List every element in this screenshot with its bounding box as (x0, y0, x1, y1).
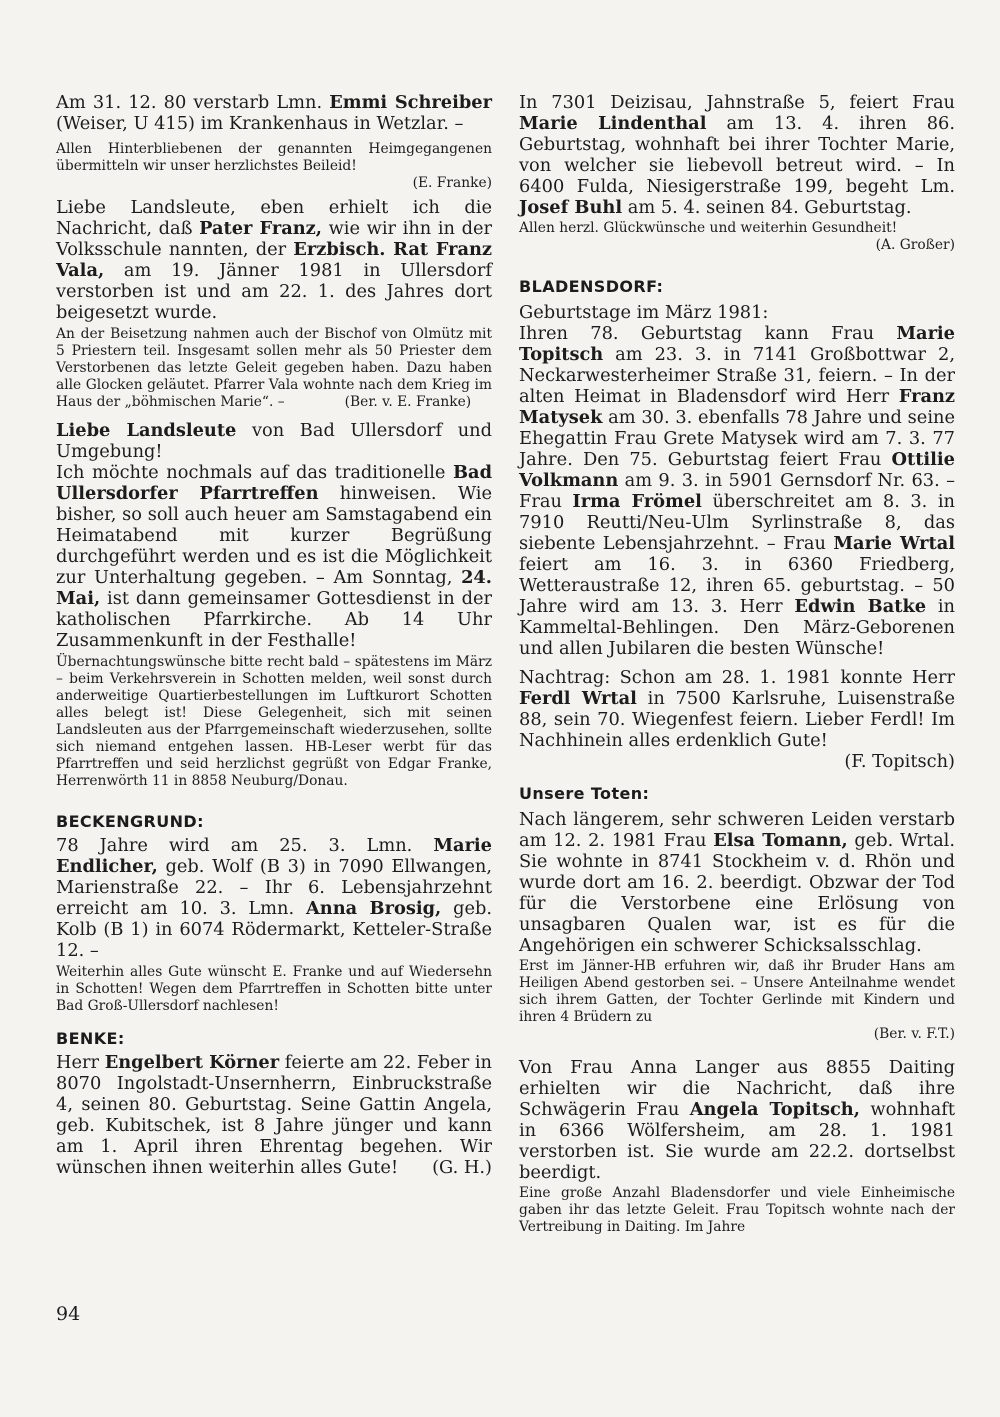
signature: (Ber. v. E. Franke) (344, 394, 472, 410)
bladensdorf-birthdays: Ihren 78. Geburtstag kann Frau Marie Topitsch am 23. 3. in 7141 Großbottwar 2, Neckarwesterheimer Straße 31, feiern. – In der alten Heimat in Bladensdorf wird Herr Franz Matysek am 30. 3. ebenfalls 78 Jahre und seine Ehegattin Frau Grete Matysek wird am 7. 3. 77 Jahre. Den 75. Geburtstag feiert Frau Ottilie Volkmann am 9. 3. in 5901 Gernsdorf Nr. 63. – Frau Irma Frömel überschreitet am 8. 3. in 7910 Reutti/Neu-Ulm Syrlinstraße 8, das siebente Lebensjahrzehnt. – Frau Marie Wrtal feiert am 16. 3. in 6360 Friedberg, Wetteraustraße 12, ihren 65. geburtstag. – 50 Jahre wird am 13. 3. Herr Edwin Batke in Kammeltal-Behlingen. Den März-Geborenen und allen Jubilaren die besten Wünsche! (519, 323, 955, 659)
condolence-note: Allen Hinterbliebenen der genannten Heimgegangenen übermitteln wir unser herzlichstes Beileid! (56, 141, 492, 174)
obituary-tomann: Nach längerem, sehr schweren Leiden verstarb am 12. 2. 1981 Frau Elsa Tomann, geb. Wrtal. Sie wohnte in 8741 Stockheim v. d. Rhön und wurde dort am 16. 2. beerdigt. Obzwar der Tod für die Verstorbene eine Erlösung von unsagbaren Qualen war, ist es für die Angehörigen ein schwerer Schicksalsschlag. (519, 809, 956, 956)
section-heading-benke: BENKE: (56, 1029, 125, 1048)
bladensdorf-intro: Geburtstage im März 1981: (519, 302, 769, 323)
signature: (Ber. v. F.T.) (873, 1026, 955, 1042)
tomann-note: Erst im Jänner-HB erfuhren wir, daß ihr Bruder Hans am Heiligen Abend gestorben sei. – Unsere Anteilnahme wendet sich ihrem Gatten, der Tochter Gerlinde mit Kindern und ihren 4 Brüdern zu (519, 958, 955, 1025)
beckengrund-note: Weiterhin alles Gute wünscht E. Franke und auf Wiedersehn in Schotten! Wegen dem Pfarrtreffen in Schotten bitte unter Bad Groß-Ullersdorf nachlesen! (56, 964, 492, 1014)
left-column (56, 92, 492, 1178)
obituary-vala: Liebe Landsleute, eben erhielt ich die Nachricht, daß Pater Franz, wie wir ihn in der Volksschule nannten, der Erzbisch. Rat Franz Vala, am 19. Jänner 1981 in Ullersdorf verstorben ist und am 22. 1. des Jahres dort beigesetzt wurde. (56, 197, 492, 323)
nachtrag-text: Nachtrag: Schon am 28. 1. 1981 konnte Herr Ferdl Wrtal in 7500 Karlsruhe, Luisenstraße 88, sein 70. Wiegenfest feiern. Lieber Ferdl! Im Nachhinein alles erdenklich Gute! (519, 667, 955, 751)
signature: (F. Topitsch) (844, 751, 955, 772)
section-heading-beckengrund: BECKENGRUND: (56, 812, 204, 831)
signature: (G. H.) (432, 1157, 492, 1178)
benke-text: Herr Engelbert Körner feierte am 22. Feber in 8070 Ingolstadt-Unsernherrn, Einbruckstraße 4, seinen 80. Geburtstag. Seine Gattin Angela, geb. Kubitschek, ist 8 Jahre jünger und kann am 1. April ihren Ehrentag begehen. Wir wünschen ihnen weiterhin alles Gute! (G. H.) (56, 1052, 493, 1178)
topitsch-note: Eine große Anzahl Bladensdorfer und viele Einheimische gaben ihr das letzte Geleit. Frau Topitsch wohnte nach der Vertreibung in Daiting. Im Jahre (519, 1185, 955, 1235)
pfarrtreffen-announcement: Liebe Landsleute von Bad Ullersdorf und Umgebung! Ich möchte nochmals auf das traditionelle Bad Ullersdorfer Pfarrtreffen hinweisen. Wie bisher, so soll auch heuer am Samstagabend ein Heimatabend mit kurzer Begrüßung durchgeführt werden und es ist die Möglichkeit zur Unterhaltung gegeben. – Am Sonntag, 24. Mai, ist dann gemeinsamer Gottesdienst in der katholischen Pfarrkirche. Ab 14 Uhr Zusammenkunft in der Festhalle! (56, 420, 492, 651)
section-heading-unsere-toten: Unsere Toten: (519, 784, 650, 803)
signature: (E. Franke) (412, 175, 492, 191)
pfarrtreffen-note: Übernachtungswünsche bitte recht bald – spätestens im März – beim Verkehrsverein in Schotten melden, weil sonst durch anderweitige Quartierbestellungen im Luftkurort Schotten alles belegt ist! Diese Gelegenheit, sich mit seinen Landsleuten aus der Pfarrgemeinschaft wiederzusehen, sollte sich niemand entgehen lassen. HB-Leser werbt für das Pfarrtreffen und seid herzlichst gegrüßt von Edgar Franke, Herrenwörth 11 in 8858 Neuburg/Donau. (56, 654, 492, 789)
funeral-note: An der Beisetzung nahmen auch der Bischof von Olmütz mit 5 Priestern teil. Insgesamt sollen mehr als 50 Priester dem Verstorbenen das letzte Geleit gegeben haben. Dazu haben alle Glocken geläutet. Pfarrer Vala wohnte nach dem Krieg im Haus der „böhmischen Marie“. – (Ber. v. E. Franke) (56, 326, 492, 410)
section-heading-bladensdorf: BLADENSDORF: (519, 277, 664, 296)
birthday-lindenthal: In 7301 Deizisau, Jahnstraße 5, feiert Frau Marie Lindenthal am 13. 4. ihren 86. Geburtstag, wohnhaft bei ihrer Tochter Marie, von welcher sie liebevoll betreut wird. – In 6400 Fulda, Niesigerstraße 199, begeht Lm. Josef Buhl am 5. 4. seinen 84. Geburtstag. (519, 92, 956, 218)
obituary-schreiber: Am 31. 12. 80 verstarb Lmn. Emmi Schreiber (Weiser, U 415) im Krankenhaus in Wetzlar. – (56, 92, 492, 134)
right-column (519, 92, 955, 1236)
obituary-topitsch: Von Frau Anna Langer aus 8855 Daiting erhielten wir die Nachricht, daß ihre Schwägerin Frau Angela Topitsch, wohnhaft in 6366 Wölfersheim, am 28. 1. 1981 verstorben ist. Sie wurde am 22.2. dortselbst beerdigt. (519, 1057, 955, 1183)
signature: (A. Großer) (875, 237, 955, 253)
page-number: 94 (56, 1303, 81, 1325)
beckengrund-text: 78 Jahre wird am 25. 3. Lmn. Marie Endlicher, geb. Wolf (B 3) in 7090 Ellwangen, Marienstraße 22. – Ihr 6. Lebensjahrzehnt erreicht am 10. 3. Lmn. Anna Brosig, geb. Kolb (B 1) in 6074 Rödermarkt, Ketteler-Straße 12. – (56, 835, 493, 961)
greeting-note: Allen herzl. Glückwünsche und weiterhin Gesundheit! (A. Großer) (519, 220, 955, 253)
